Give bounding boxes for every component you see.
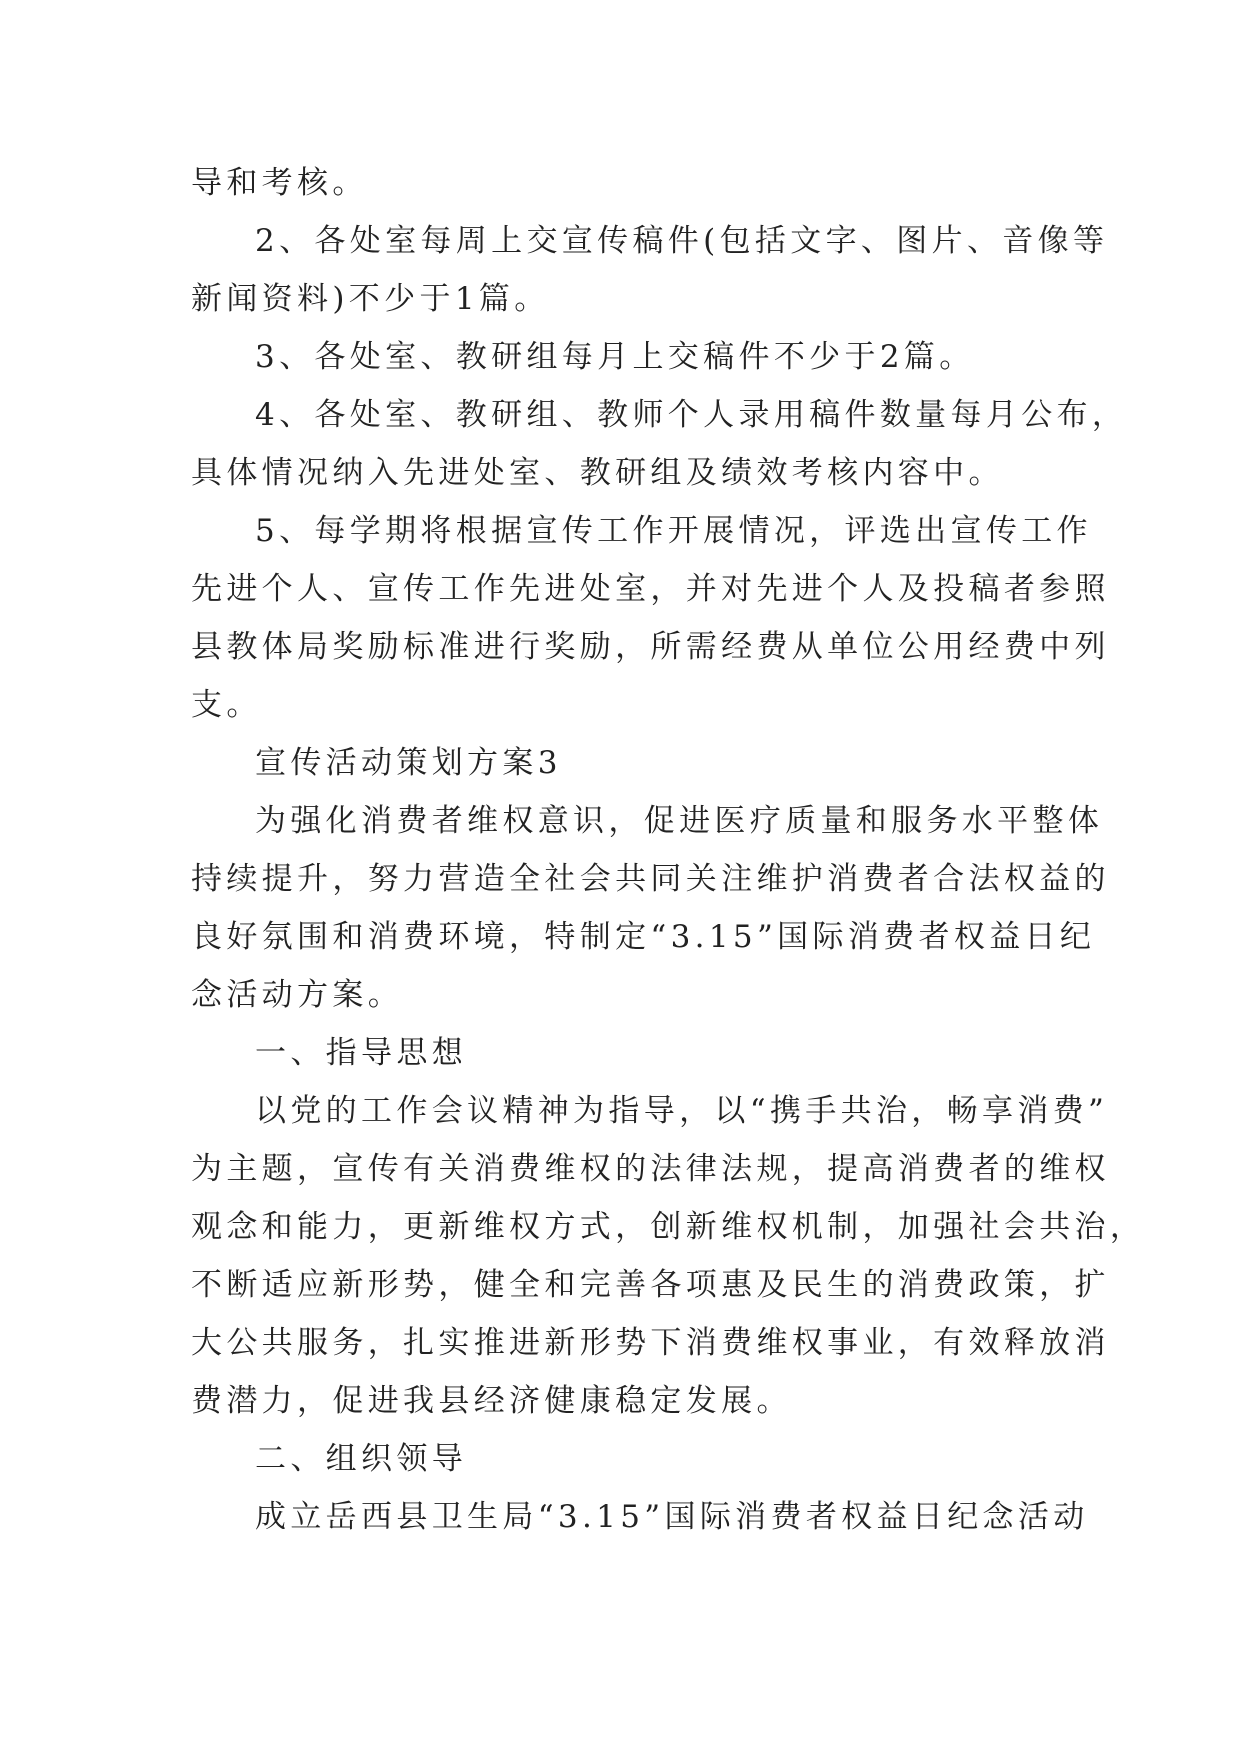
text-line-14: 良好氛围和消费环境，特制定“3.15”国际消费者权益日纪 bbox=[191, 919, 1096, 955]
text-line-8: 先进个人、宣传工作先进处室，并对先进个人及投稿者参照 bbox=[191, 571, 1110, 607]
document-body bbox=[191, 154, 1146, 1546]
text-line-21: 大公共服务，扎实推进新形势下消费维权事业，有效释放消 bbox=[191, 1325, 1110, 1361]
text-line-1: 导和考核。 bbox=[191, 165, 368, 201]
text-line-15: 念活动方案。 bbox=[191, 977, 404, 1013]
text-line-18: 为主题，宣传有关消费维权的法律法规，提高消费者的维权 bbox=[191, 1151, 1110, 1187]
text-line-2: 2、各处室每周上交宣传稿件(包括文字、图片、音像等 bbox=[255, 223, 1109, 259]
text-line-9: 县教体局奖励标准进行奖励，所需经费从单位公用经费中列 bbox=[191, 629, 1110, 665]
text-line-10: 支。 bbox=[191, 687, 262, 723]
text-line-19: 观念和能力，更新维权方式，创新维权机制，加强社会共治， bbox=[191, 1209, 1146, 1245]
text-line-20: 不断适应新形势，健全和完善各项惠及民生的消费政策，扩 bbox=[191, 1267, 1110, 1303]
section-title: 宣传活动策划方案3 bbox=[255, 745, 562, 781]
text-line-24: 成立岳西县卫生局“3.15”国际消费者权益日纪念活动 bbox=[255, 1499, 1089, 1535]
text-line-7: 5、每学期将根据宣传工作开展情况，评选出宣传工作 bbox=[255, 513, 1092, 549]
text-line-12: 为强化消费者维权意识，促进医疗质量和服务水平整体 bbox=[255, 803, 1104, 839]
text-line-6: 具体情况纳入先进处室、教研组及绩效考核内容中。 bbox=[191, 455, 1004, 491]
text-line-13: 持续提升，努力营造全社会共同关注维护消费者合法权益的 bbox=[191, 861, 1110, 897]
text-line-3: 新闻资料)不少于1篇。 bbox=[191, 281, 550, 317]
text-line-22: 费潜力，促进我县经济健康稳定发展。 bbox=[191, 1383, 792, 1419]
text-line-4: 3、各处室、教研组每月上交稿件不少于2篇。 bbox=[255, 339, 975, 375]
text-line-5: 4、各处室、教研组、教师个人录用稿件数量每月公布， bbox=[255, 397, 1128, 433]
heading-organization: 二、组织领导 bbox=[255, 1441, 468, 1477]
heading-guiding-ideology: 一、指导思想 bbox=[255, 1035, 468, 1071]
text-line-17: 以党的工作会议精神为指导，以“携手共治，畅享消费” bbox=[255, 1093, 1109, 1129]
